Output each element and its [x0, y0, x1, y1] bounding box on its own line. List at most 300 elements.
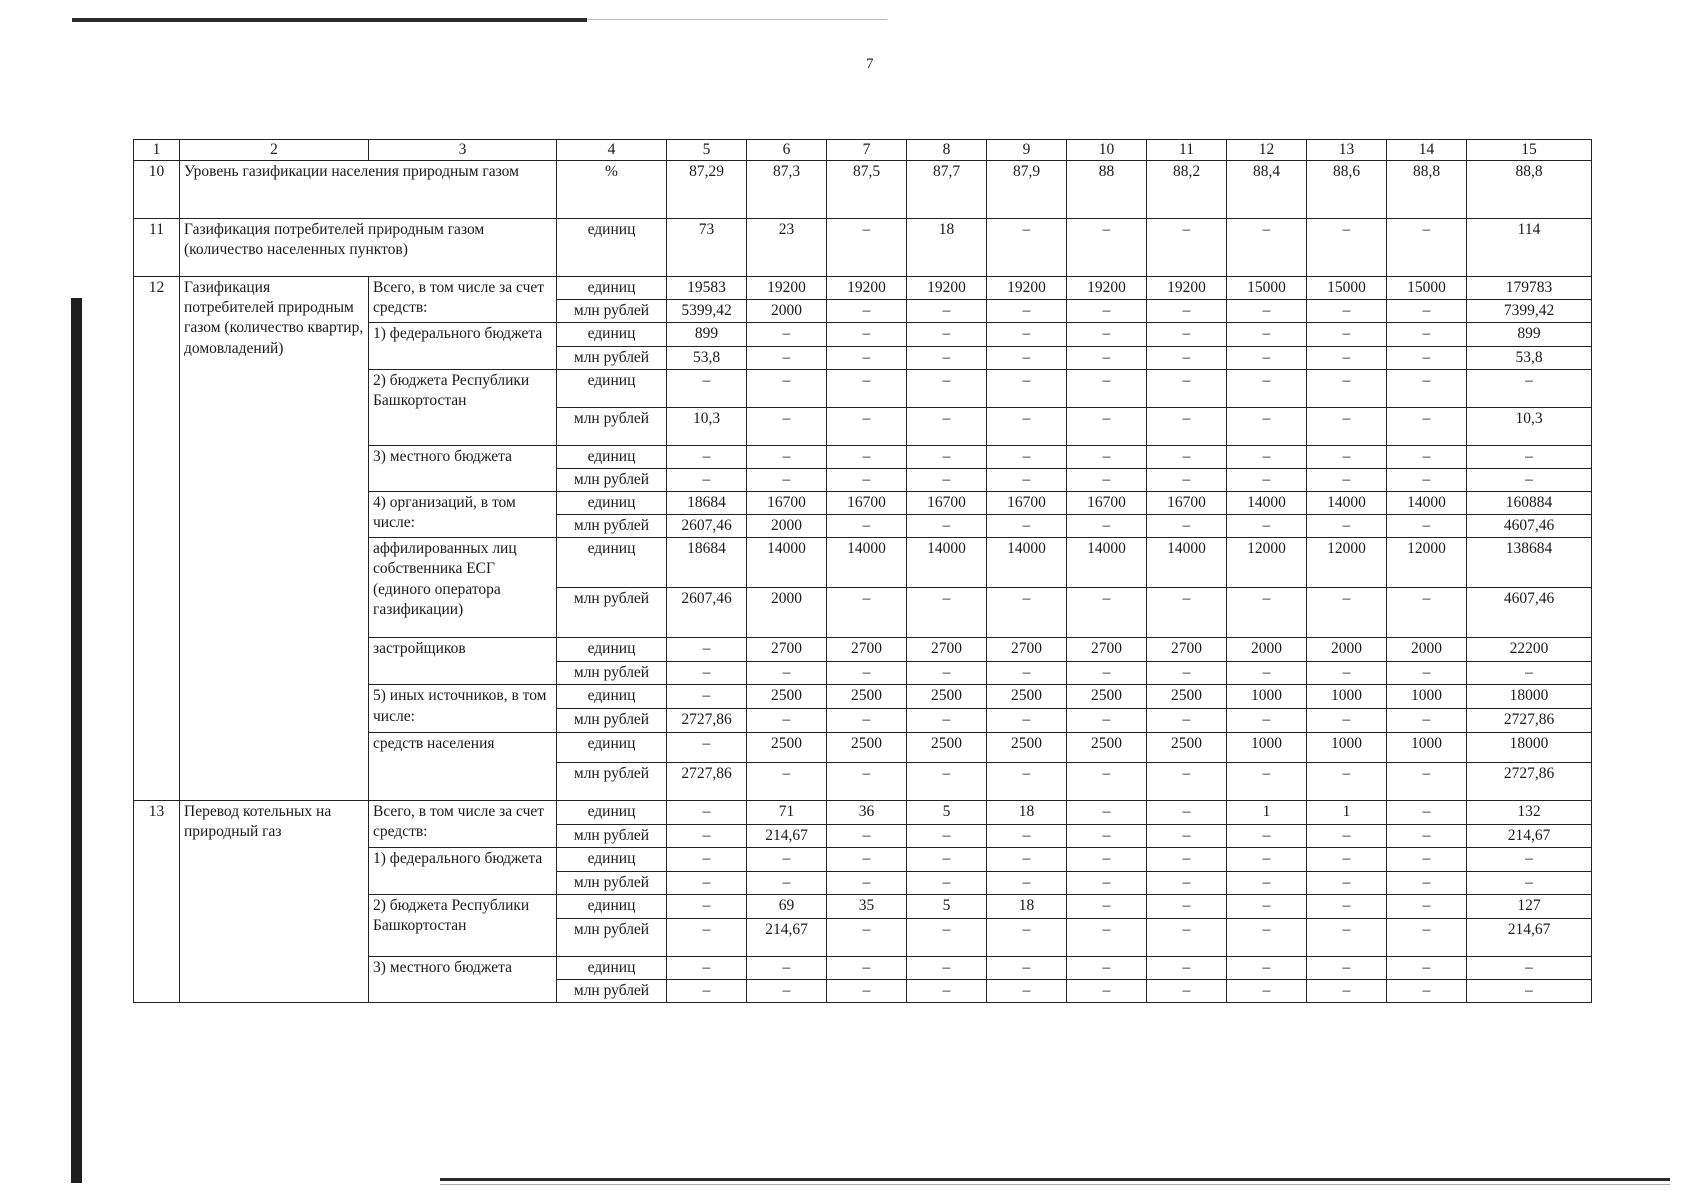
value-cell: –	[1387, 369, 1467, 407]
funding-source: 3) местного бюджета	[369, 956, 557, 1002]
unit-cell: млн рублей	[557, 762, 667, 800]
value-cell: –	[1227, 346, 1307, 369]
value-cell: 2500	[987, 685, 1067, 709]
value-cell: –	[1387, 979, 1467, 1002]
value-cell: –	[667, 871, 747, 894]
value-cell: 1000	[1227, 732, 1307, 762]
funding-source: 3) местного бюджета	[369, 445, 557, 491]
indicator-name: Перевод котельных на природный газ	[180, 800, 369, 1003]
value-cell: –	[827, 588, 907, 638]
value-cell: –	[1227, 979, 1307, 1002]
value-cell: 2727,86	[1467, 762, 1592, 800]
funding-source: 5) иных источников, в том числе:	[369, 685, 557, 732]
funding-source: 1) федерального бюджета	[369, 847, 557, 894]
value-cell: 2700	[827, 638, 907, 662]
value-cell: 12000	[1227, 538, 1307, 588]
value-cell: –	[827, 871, 907, 894]
unit-cell: млн рублей	[557, 515, 667, 538]
value-cell: –	[1067, 219, 1147, 277]
value-cell: 14000	[1227, 491, 1307, 514]
value-cell: –	[907, 762, 987, 800]
value-cell: –	[1067, 445, 1147, 468]
value-cell: –	[987, 662, 1067, 685]
column-header: 9	[987, 140, 1067, 161]
value-cell: –	[987, 588, 1067, 638]
value-cell: –	[1387, 323, 1467, 346]
value-cell: 14000	[827, 538, 907, 588]
value-cell: 1000	[1227, 685, 1307, 709]
value-cell: –	[1307, 847, 1387, 871]
value-cell: 2500	[987, 732, 1067, 762]
value-cell: –	[1307, 871, 1387, 894]
value-cell: –	[1227, 407, 1307, 445]
value-cell: 16700	[987, 491, 1067, 514]
value-cell: –	[1067, 515, 1147, 538]
value-cell: 18	[987, 800, 1067, 824]
value-cell: –	[1147, 800, 1227, 824]
value-cell: –	[907, 588, 987, 638]
column-header: 1	[134, 140, 180, 161]
value-cell: –	[667, 445, 747, 468]
value-cell: –	[1387, 847, 1467, 871]
value-cell: 2700	[1147, 638, 1227, 662]
value-cell: –	[1227, 588, 1307, 638]
value-cell: –	[747, 445, 827, 468]
row-number: 12	[134, 277, 180, 800]
value-cell: –	[1147, 956, 1227, 979]
unit-cell: млн рублей	[557, 346, 667, 369]
value-cell: 14000	[1147, 538, 1227, 588]
value-cell: –	[1147, 346, 1227, 369]
funding-source: 2) бюджета Республики Башкортостан	[369, 894, 557, 956]
unit-cell: млн рублей	[557, 300, 667, 323]
value-cell: 14000	[1387, 491, 1467, 514]
value-cell: 18684	[667, 491, 747, 514]
value-cell: –	[827, 346, 907, 369]
value-cell: –	[1227, 445, 1307, 468]
value-cell: 35	[827, 894, 907, 918]
value-cell: 16700	[1147, 491, 1227, 514]
value-cell: –	[987, 979, 1067, 1002]
value-cell: 5	[907, 800, 987, 824]
value-cell: –	[1067, 800, 1147, 824]
value-cell: –	[1387, 762, 1467, 800]
value-cell: –	[987, 918, 1067, 956]
value-cell: –	[1227, 219, 1307, 277]
value-cell: 2607,46	[667, 588, 747, 638]
value-cell: –	[1067, 847, 1147, 871]
value-cell: 88,8	[1387, 161, 1467, 219]
value-cell: 14000	[907, 538, 987, 588]
unit-cell: единиц	[557, 445, 667, 468]
scan-edge-bottom	[440, 1178, 1670, 1181]
value-cell: 1000	[1387, 732, 1467, 762]
value-cell: –	[827, 468, 907, 491]
value-cell: –	[1387, 468, 1467, 491]
value-cell: –	[987, 847, 1067, 871]
value-cell: 18684	[667, 538, 747, 588]
value-cell: –	[1307, 346, 1387, 369]
value-cell: 2700	[747, 638, 827, 662]
value-cell: –	[1387, 445, 1467, 468]
value-cell: 1000	[1387, 685, 1467, 709]
value-cell: 16700	[747, 491, 827, 514]
value-cell: –	[907, 918, 987, 956]
value-cell: 2727,86	[667, 762, 747, 800]
value-cell: –	[1147, 847, 1227, 871]
value-cell: –	[827, 369, 907, 407]
value-cell: 15000	[1307, 277, 1387, 300]
value-cell: –	[987, 323, 1067, 346]
unit-cell: единиц	[557, 685, 667, 709]
value-cell: –	[1387, 709, 1467, 732]
value-cell: 36	[827, 800, 907, 824]
value-cell: –	[747, 956, 827, 979]
value-cell: 2727,86	[1467, 709, 1592, 732]
unit-cell: млн рублей	[557, 979, 667, 1002]
indicator-name: Газификация потребителей природным газом (количество населенных пунктов)	[180, 219, 557, 277]
value-cell: –	[1467, 871, 1592, 894]
value-cell: –	[1307, 918, 1387, 956]
value-cell: 2500	[907, 685, 987, 709]
row-number: 13	[134, 800, 180, 1003]
unit-cell: единиц	[557, 277, 667, 300]
value-cell: –	[1147, 979, 1227, 1002]
value-cell: –	[1067, 323, 1147, 346]
unit-cell: единиц	[557, 219, 667, 277]
value-cell: 87,5	[827, 161, 907, 219]
unit-cell: единиц	[557, 847, 667, 871]
value-cell: –	[1227, 709, 1307, 732]
value-cell: 22200	[1467, 638, 1592, 662]
table-row	[134, 277, 1592, 300]
value-cell: –	[667, 894, 747, 918]
value-cell: –	[667, 638, 747, 662]
value-cell: –	[1147, 824, 1227, 847]
value-cell: 2500	[747, 685, 827, 709]
unit-cell: единиц	[557, 800, 667, 824]
value-cell: –	[907, 871, 987, 894]
scan-edge-top-faint	[587, 19, 887, 20]
value-cell: –	[907, 468, 987, 491]
value-cell: –	[1227, 847, 1307, 871]
value-cell: –	[1307, 468, 1387, 491]
value-cell: –	[1067, 346, 1147, 369]
value-cell: –	[1387, 346, 1467, 369]
table-row	[134, 219, 1592, 277]
page-number: 7	[866, 56, 874, 72]
value-cell: –	[747, 369, 827, 407]
value-cell: –	[987, 871, 1067, 894]
value-cell: 73	[667, 219, 747, 277]
value-cell: 12000	[1307, 538, 1387, 588]
value-cell: –	[907, 979, 987, 1002]
value-cell: 2500	[747, 732, 827, 762]
value-cell: –	[1147, 407, 1227, 445]
value-cell: –	[1467, 979, 1592, 1002]
value-cell: –	[1067, 918, 1147, 956]
value-cell: –	[827, 662, 907, 685]
value-cell: 2607,46	[667, 515, 747, 538]
value-cell: –	[747, 762, 827, 800]
value-cell: –	[667, 847, 747, 871]
unit-cell: единиц	[557, 491, 667, 514]
value-cell: –	[1387, 956, 1467, 979]
value-cell: 114	[1467, 219, 1592, 277]
value-cell: 87,9	[987, 161, 1067, 219]
value-cell: 19200	[907, 277, 987, 300]
scan-edge-bottom-faint	[440, 1184, 1670, 1185]
scan-edge-top	[72, 18, 587, 22]
column-header: 4	[557, 140, 667, 161]
value-cell: –	[667, 979, 747, 1002]
value-cell: –	[1227, 824, 1307, 847]
value-cell: –	[1387, 871, 1467, 894]
value-cell: 88,6	[1307, 161, 1387, 219]
column-header: 7	[827, 140, 907, 161]
value-cell: –	[827, 219, 907, 277]
value-cell: –	[747, 346, 827, 369]
value-cell: –	[1067, 468, 1147, 491]
value-cell: –	[907, 445, 987, 468]
value-cell: –	[907, 515, 987, 538]
value-cell: –	[1387, 515, 1467, 538]
value-cell: 14000	[1307, 491, 1387, 514]
unit-cell: единиц	[557, 894, 667, 918]
value-cell: 15000	[1387, 277, 1467, 300]
value-cell: 18	[987, 894, 1067, 918]
value-cell: –	[1147, 894, 1227, 918]
column-header: 8	[907, 140, 987, 161]
value-cell: –	[907, 323, 987, 346]
value-cell: –	[987, 445, 1067, 468]
funding-source: средств населения	[369, 732, 557, 800]
value-cell: 160884	[1467, 491, 1592, 514]
value-cell: –	[1307, 588, 1387, 638]
value-cell: –	[747, 323, 827, 346]
value-cell: 214,67	[1467, 918, 1592, 956]
value-cell: 2500	[1147, 685, 1227, 709]
value-cell: –	[987, 219, 1067, 277]
value-cell: 1000	[1307, 685, 1387, 709]
value-cell: 2500	[1067, 732, 1147, 762]
value-cell: –	[1387, 918, 1467, 956]
value-cell: –	[907, 346, 987, 369]
value-cell: 2000	[747, 300, 827, 323]
value-cell: –	[907, 847, 987, 871]
value-cell: –	[827, 762, 907, 800]
value-cell: –	[1387, 588, 1467, 638]
value-cell: –	[987, 515, 1067, 538]
value-cell: –	[1227, 894, 1307, 918]
value-cell: 19200	[1067, 277, 1147, 300]
value-cell: –	[1387, 824, 1467, 847]
value-cell: –	[667, 468, 747, 491]
value-cell: 10,3	[1467, 407, 1592, 445]
table-row	[134, 161, 1592, 219]
value-cell: –	[667, 956, 747, 979]
value-cell: 18	[907, 219, 987, 277]
value-cell: 88,4	[1227, 161, 1307, 219]
value-cell: 16700	[907, 491, 987, 514]
value-cell: –	[1147, 871, 1227, 894]
value-cell: –	[1147, 515, 1227, 538]
value-cell: 53,8	[1467, 346, 1592, 369]
value-cell: –	[667, 800, 747, 824]
scan-edge-left	[71, 298, 82, 1183]
value-cell: –	[907, 824, 987, 847]
value-cell: –	[1307, 762, 1387, 800]
value-cell: –	[827, 979, 907, 1002]
funding-source: аффилированных лиц собственника ЕСГ (единого оператора газификации)	[369, 538, 557, 638]
value-cell: –	[667, 732, 747, 762]
value-cell: –	[987, 824, 1067, 847]
column-header: 10	[1067, 140, 1147, 161]
value-cell: –	[827, 847, 907, 871]
column-header: 5	[667, 140, 747, 161]
value-cell: –	[1227, 515, 1307, 538]
value-cell: 19200	[987, 277, 1067, 300]
unit-cell: единиц	[557, 538, 667, 588]
value-cell: –	[667, 662, 747, 685]
value-cell: –	[1307, 709, 1387, 732]
value-cell: –	[1307, 369, 1387, 407]
value-cell: 88,2	[1147, 161, 1227, 219]
unit-cell: млн рублей	[557, 918, 667, 956]
value-cell: 2000	[1227, 638, 1307, 662]
value-cell: –	[1307, 219, 1387, 277]
value-cell: –	[987, 300, 1067, 323]
value-cell: –	[1387, 407, 1467, 445]
value-cell: –	[1067, 956, 1147, 979]
value-cell: –	[987, 369, 1067, 407]
value-cell: –	[1307, 662, 1387, 685]
value-cell: 179783	[1467, 277, 1592, 300]
value-cell: –	[1307, 956, 1387, 979]
value-cell: –	[907, 709, 987, 732]
value-cell: –	[1067, 588, 1147, 638]
value-cell: –	[1067, 662, 1147, 685]
value-cell: –	[1467, 662, 1592, 685]
value-cell: 5	[907, 894, 987, 918]
value-cell: 2700	[987, 638, 1067, 662]
value-cell: –	[987, 956, 1067, 979]
value-cell: –	[1067, 369, 1147, 407]
unit-cell: млн рублей	[557, 709, 667, 732]
value-cell: 7399,42	[1467, 300, 1592, 323]
value-cell: –	[827, 445, 907, 468]
value-cell: –	[987, 709, 1067, 732]
value-cell: –	[1147, 662, 1227, 685]
table-row	[134, 800, 1592, 824]
value-cell: –	[1147, 369, 1227, 407]
value-cell: 15000	[1227, 277, 1307, 300]
value-cell: 19200	[747, 277, 827, 300]
value-cell: 16700	[1067, 491, 1147, 514]
value-cell: –	[1307, 979, 1387, 1002]
column-header: 2	[180, 140, 369, 161]
value-cell: –	[1147, 588, 1227, 638]
value-cell: 71	[747, 800, 827, 824]
unit-cell: млн рублей	[557, 662, 667, 685]
value-cell: –	[667, 824, 747, 847]
value-cell: 53,8	[667, 346, 747, 369]
unit-cell: млн рублей	[557, 871, 667, 894]
value-cell: –	[747, 871, 827, 894]
value-cell: 69	[747, 894, 827, 918]
value-cell: –	[987, 468, 1067, 491]
value-cell: –	[1147, 300, 1227, 323]
value-cell: –	[1147, 762, 1227, 800]
column-header: 6	[747, 140, 827, 161]
value-cell: –	[827, 323, 907, 346]
value-cell: 19200	[1147, 277, 1227, 300]
value-cell: 18000	[1467, 685, 1592, 709]
value-cell: 1	[1227, 800, 1307, 824]
unit-cell: единиц	[557, 956, 667, 979]
value-cell: 2500	[827, 685, 907, 709]
value-cell: 4607,46	[1467, 588, 1592, 638]
value-cell: –	[1307, 515, 1387, 538]
indicators-table	[133, 139, 1592, 1003]
value-cell: –	[747, 662, 827, 685]
value-cell: –	[1227, 468, 1307, 491]
value-cell: 2700	[907, 638, 987, 662]
value-cell: –	[1467, 847, 1592, 871]
unit-cell: единиц	[557, 323, 667, 346]
value-cell: 899	[667, 323, 747, 346]
value-cell: 1000	[1307, 732, 1387, 762]
value-cell: –	[1067, 709, 1147, 732]
value-cell: 87,7	[907, 161, 987, 219]
value-cell: –	[827, 956, 907, 979]
column-header: 11	[1147, 140, 1227, 161]
value-cell: –	[827, 515, 907, 538]
value-cell: 14000	[987, 538, 1067, 588]
value-cell: 23	[747, 219, 827, 277]
value-cell: –	[1227, 323, 1307, 346]
value-cell: –	[1147, 709, 1227, 732]
value-cell: –	[1147, 918, 1227, 956]
column-header: 14	[1387, 140, 1467, 161]
value-cell: 2000	[1387, 638, 1467, 662]
value-cell: 12000	[1387, 538, 1467, 588]
value-cell: –	[907, 407, 987, 445]
header-row	[134, 140, 1592, 161]
value-cell: –	[827, 918, 907, 956]
column-header: 15	[1467, 140, 1592, 161]
value-cell: –	[1227, 369, 1307, 407]
funding-source: Всего, в том числе за счет средств:	[369, 800, 557, 847]
unit-cell: единиц	[557, 369, 667, 407]
funding-source: 4) организаций, в том числе:	[369, 491, 557, 537]
value-cell: 2000	[747, 588, 827, 638]
value-cell: –	[747, 468, 827, 491]
value-cell: 14000	[1067, 538, 1147, 588]
value-cell: –	[987, 346, 1067, 369]
value-cell: 2700	[1067, 638, 1147, 662]
value-cell: 87,29	[667, 161, 747, 219]
value-cell: –	[907, 662, 987, 685]
value-cell: –	[1067, 300, 1147, 323]
value-cell: –	[1467, 468, 1592, 491]
value-cell: 19583	[667, 277, 747, 300]
value-cell: 127	[1467, 894, 1592, 918]
value-cell: –	[1467, 956, 1592, 979]
value-cell: –	[1387, 662, 1467, 685]
value-cell: 88,8	[1467, 161, 1592, 219]
value-cell: –	[1067, 762, 1147, 800]
